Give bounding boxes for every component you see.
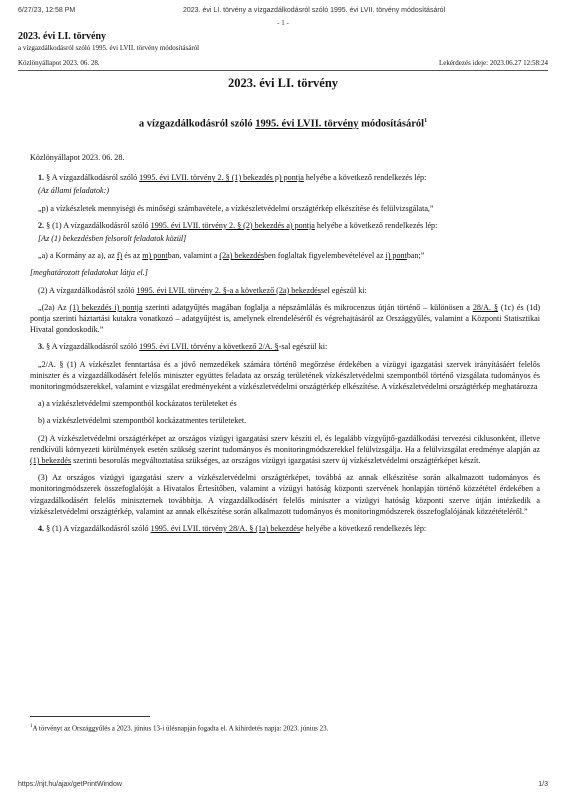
print-tab-title: 2023. évi LI. törvény a vízgazdálkodásról szóló 1995. évi LVII. törvény módosításáról — [183, 7, 446, 14]
section-number: 2. — [38, 220, 45, 230]
section-number: 4. — [38, 524, 45, 534]
law-reference-link[interactable]: 1995. évi LVII. törvény 28/A. § (1a) bekezdés — [150, 524, 301, 534]
ref-link[interactable]: (2a) bekezdés — [219, 251, 265, 261]
print-page-count: 1/3 — [538, 781, 548, 788]
section-number: 3. — [38, 342, 45, 352]
text: ban;” — [406, 251, 425, 261]
footnote-text: A törvényt az Országgyűlés a 2023. június 13-i ülésnapján fogadta el. A kihirdetés napja: 2023. június 23. — [32, 724, 329, 733]
subtitle-law-link[interactable]: 1995. évi LVII. törvény — [255, 118, 359, 130]
law-reference-link[interactable]: 1995. évi LVII. törvény 2. §-a a következő (2a) bekezdés — [136, 285, 321, 295]
kozlony-state: Közlönyállapot 2023. 06. 28. — [30, 153, 125, 162]
section-text: helyébe a következő rendelkezés lép: — [314, 220, 438, 230]
law-reference-link[interactable]: 1995. évi LVII. törvény 2. § (1) bekezdés p) pontja — [139, 173, 304, 183]
footnote — [30, 724, 328, 732]
ref-link[interactable]: f) — [116, 251, 123, 261]
section-2-2 — [30, 285, 540, 296]
section-2-context: [Az (1) bekezdésben felsorolt feladatok közül] — [38, 234, 187, 244]
section-3-p3: (3) Az országos vízügyi igazgatási szerv a vízkészletvédelmi országtérképet, továbbá az annak elkészítése során alkalmazott tudományos és monitoringmódszerek összefoglalóját a Hivatalos Értesítőben, valamint a vízügyi hatóság központi szervének honlapján történő közzététel érdekében a vízgazdálkodásért felelős miniszternek továbbítja. A vízgazdálkodásért felelős miniszter a vízügyi hatóság központi szerve útján intézkedik a vízkészletvédelmi országtérkép, valamint az annak elkészítése során alkalmazott tudományos és monitoringmódszerek összefoglalójának közzétételéről.” — [30, 473, 540, 516]
header-subtitle: a vízgazdálkodásról szóló 1995. évi LVII. törvény módosításáról — [18, 44, 200, 52]
ref-link[interactable]: (1) bekezdés i) pontja — [69, 302, 143, 312]
section-text: § A vízgazdálkodásról szóló — [46, 342, 140, 352]
header-status-row — [18, 59, 548, 71]
text: „(2a) Az — [38, 302, 70, 312]
section-text: § (1) A vízgazdálkodásról szóló — [46, 524, 151, 534]
section-number: 1. — [38, 173, 45, 183]
section-2-text — [30, 250, 540, 261]
ref-link[interactable]: i) pont — [385, 251, 407, 261]
subtitle-text: a vízgazdálkodásról szóló — [138, 118, 256, 130]
law-reference-link[interactable]: 1995. évi LVII. törvény 2. § (2) bekezdés a) pontja — [150, 220, 315, 230]
header-kozlony-state: Közlönyállapot 2023. 06. 28. — [18, 59, 100, 67]
footnote-ref[interactable]: 1 — [424, 118, 428, 124]
section-1 — [30, 172, 540, 183]
ref-link[interactable]: (1) bekezdés — [30, 456, 72, 466]
text: „a) a Kormány az a), az — [38, 251, 117, 261]
section-1-text: „p) a vízkészletek mennyiségi és minőségi számbavétele, a vízkészletvédelmi országtérkép elkészítése és felülvizsgálata,” — [38, 203, 434, 213]
section-2-context-end: [meghatározott feladatokat látja el.] — [30, 268, 148, 278]
text: sel egészül ki: — [320, 285, 367, 295]
print-url: https://njt.hu/ajax/getPrintWindow — [18, 781, 122, 788]
section-2 — [30, 220, 540, 231]
section-3-item-a: a) a vízkészletvédelmi szempontból kockázatos területeket és — [38, 399, 237, 409]
text: szerinti besorolás megváltoztatása szükséges, az országos vízügyi igazgatási szerv új vízkészletvédelmi országtérképet készít. — [71, 456, 481, 466]
section-2-2a-text — [30, 302, 540, 336]
document-title: 2023. évi LI. törvény — [227, 76, 339, 90]
section-1-context: (Az állami feladatok:) — [38, 186, 110, 196]
section-text: § (1) A vízgazdálkodásról szóló — [46, 220, 151, 230]
section-4 — [30, 523, 540, 534]
text: (2) A vízkészletvédelmi országtérképet az országos vízügyi igazgatási szerv készíti el, és legalább vízgyűjtő-gazdálkodási tervezési ciklusonként, illetve rendkívüli környezeti körülmények esetén szükség szerint tudományos és monitoringmódszerekkel felülvizsgálja. Ha a felülvizsgálat eredménye alapján az — [30, 433, 540, 454]
section-text: § A vízgazdálkodásról szóló — [46, 173, 140, 183]
section-3-p1: „2/A. § (1) A vízkészlet fenntartása és a jövő nemzedékek számára történő megőrzése érdekében a vízügyi igazgatási szervek irányításáért felelős miniszter és a vízgazdálkodásért felelős miniszter együttes feladata az ország területének vízkészletvédelmi szempontból történő vizsgálata tudományos és monitoringmódszerekkel, valamint e vizsgálat eredményeként a vízkészletvédelmi országtérkép elkészítése. A vízkészletvédelmi országtérkép meghatározza — [30, 359, 540, 392]
law-reference-link[interactable]: 1995. évi LVII. törvény a következő 2/A. § — [139, 342, 279, 352]
text: ban, valamint a — [167, 251, 220, 261]
ref-link[interactable]: m) pont — [142, 251, 168, 261]
document-subtitle — [0, 118, 566, 130]
section-text: e helyébe a következő rendelkezés lép: — [300, 524, 427, 534]
subtitle-text-end: módosításáról — [358, 118, 425, 130]
ref-link[interactable]: 28/A. § — [472, 302, 498, 312]
text: (2) A vízgazdálkodásról szóló — [38, 285, 137, 295]
footnote-divider — [30, 716, 150, 717]
query-timestamp: Lekérdezés ideje: 2023.06.27 12:58:24 — [438, 59, 548, 67]
section-3-p2 — [30, 433, 540, 467]
section-text: -sal egészül ki: — [278, 342, 328, 352]
text: és az — [122, 251, 143, 261]
header-title: 2023. évi LI. törvény — [18, 31, 107, 42]
text: (1c) és (1d) pontja szerinti háztartási kutakra vonatkozó – adatgyűjtést is, amelynek elrendeléséről és végrehajtásáról az Országgyűlés, valamint a Központi Statisztikai Hivatal gondoskodik.” — [30, 302, 541, 335]
text: ben foglaltak figyelembevételével az — [264, 251, 386, 261]
print-datetime: 6/27/23, 12:58 PM — [18, 7, 76, 14]
page-number: - 1 - — [277, 19, 289, 27]
document-body — [30, 152, 540, 540]
text: szerinti adatgyűjtés magában foglalja a népszámlálás és mikrocenzus útján történő – különösen a — [142, 302, 473, 312]
section-text: helyébe a következő rendelkezés lép: — [303, 173, 427, 183]
footnote-number: 1 — [30, 724, 33, 729]
section-3-item-b: b) a vízkészletvédelmi szempontból kockázatmentes területeket. — [38, 416, 247, 426]
section-3 — [30, 341, 540, 352]
